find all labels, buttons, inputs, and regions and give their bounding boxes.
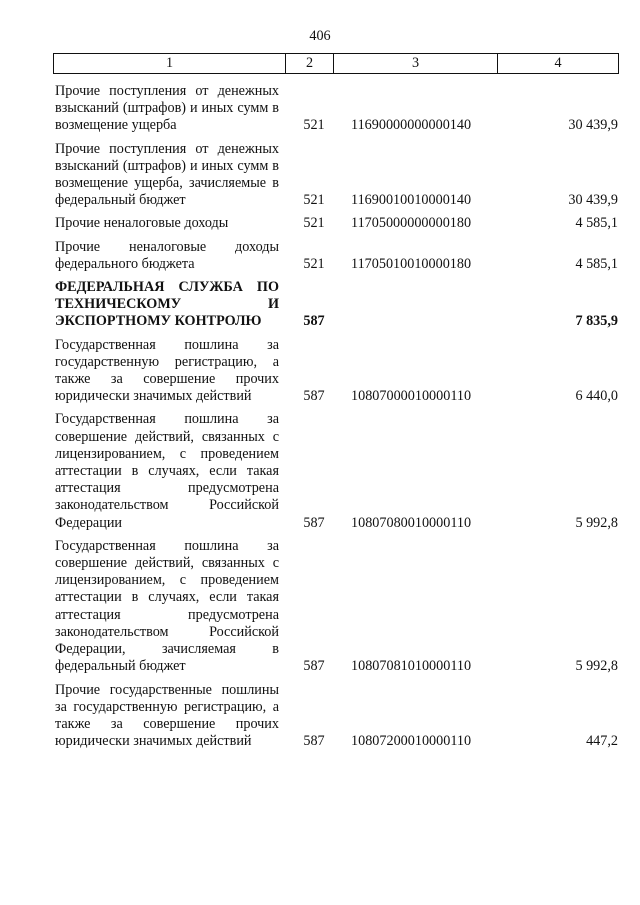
- section-title: ФЕДЕРАЛЬНАЯ СЛУЖБА ПО ТЕХНИЧЕСКОМУ И ЭКСПОРТНОМУ КОНТРОЛЮ: [55, 279, 279, 330]
- header-col-2: 2: [286, 54, 334, 73]
- row-amount: 7 835,9: [575, 313, 618, 330]
- table-row: [55, 215, 617, 232]
- row-description: Прочие поступления от денежных взысканий (штрафов) и иных сумм в возмещение ущерба, зачисляемые в федеральный бюджет: [55, 140, 279, 209]
- table-row: [55, 141, 617, 210]
- row-amount: 4 585,1: [575, 215, 618, 232]
- row-amount: 30 439,9: [568, 117, 618, 134]
- row-admin-code: 521: [303, 215, 325, 232]
- table-row: [55, 337, 617, 406]
- header-col-1: 1: [54, 54, 286, 73]
- row-amount: 6 440,0: [575, 388, 618, 405]
- row-budget-code: 11705010010000180: [351, 255, 472, 272]
- row-admin-code: 587: [303, 514, 325, 531]
- row-budget-code: 10807081010000110: [351, 658, 472, 675]
- table-row: [55, 682, 617, 751]
- row-budget-code: 10807200010000110: [351, 733, 472, 750]
- table-row: [55, 239, 617, 273]
- row-budget-code: 10807000010000110: [351, 388, 472, 405]
- row-amount: 30 439,9: [568, 192, 618, 209]
- row-admin-code: 521: [303, 117, 325, 134]
- row-budget-code: 11705000000000180: [351, 215, 472, 232]
- table-row: [55, 83, 617, 135]
- row-admin-code: 587: [303, 733, 325, 750]
- table-row-section: [55, 279, 617, 331]
- row-budget-code: 10807080010000110: [351, 514, 472, 531]
- row-admin-code: 587: [303, 313, 325, 330]
- row-description: Прочие поступления от денежных взысканий (штрафов) и иных сумм в возмещение ущерба: [55, 83, 279, 134]
- header-col-3: 3: [334, 54, 498, 73]
- row-admin-code: 521: [303, 192, 325, 209]
- row-description: Прочие государственные пошлины за государственную регистрацию, а также за совершение прочих юридически значимых действий: [55, 681, 279, 750]
- row-admin-code: 521: [303, 255, 325, 272]
- row-amount: 447,2: [586, 733, 618, 750]
- table-row: [55, 538, 617, 676]
- row-budget-code: 11690010010000140: [351, 192, 472, 209]
- row-admin-code: 587: [303, 388, 325, 405]
- row-description: Государственная пошлина за совершение действий, связанных с лицензированием, с проведением аттестации в случаях, если такая аттестация предусмотрена законодательством Российской Федерации: [55, 411, 279, 531]
- row-description: Прочие неналоговые доходы: [55, 215, 229, 232]
- row-description: Государственная пошлина за государственную регистрацию, а также за совершение прочих юридически значимых действий: [55, 336, 279, 405]
- table-row: [55, 411, 617, 531]
- row-description: Государственная пошлина за совершение действий, связанных с лицензированием, с проведением аттестации в случаях, если такая аттестация предусмотрена законодательством Российской Федерации, зачисляемая в федеральный бюджет: [55, 537, 279, 675]
- row-budget-code: 11690000000000140: [351, 117, 472, 134]
- row-amount: 5 992,8: [575, 514, 618, 531]
- header-col-4: 4: [554, 55, 562, 71]
- row-description: Прочие неналоговые доходы федерального бюджета: [55, 238, 279, 272]
- table-header: [53, 53, 619, 74]
- row-admin-code: 587: [303, 658, 325, 675]
- row-amount: 5 992,8: [575, 658, 618, 675]
- table-body: [55, 83, 617, 756]
- page-number: 406: [309, 28, 331, 44]
- row-amount: 4 585,1: [575, 255, 618, 272]
